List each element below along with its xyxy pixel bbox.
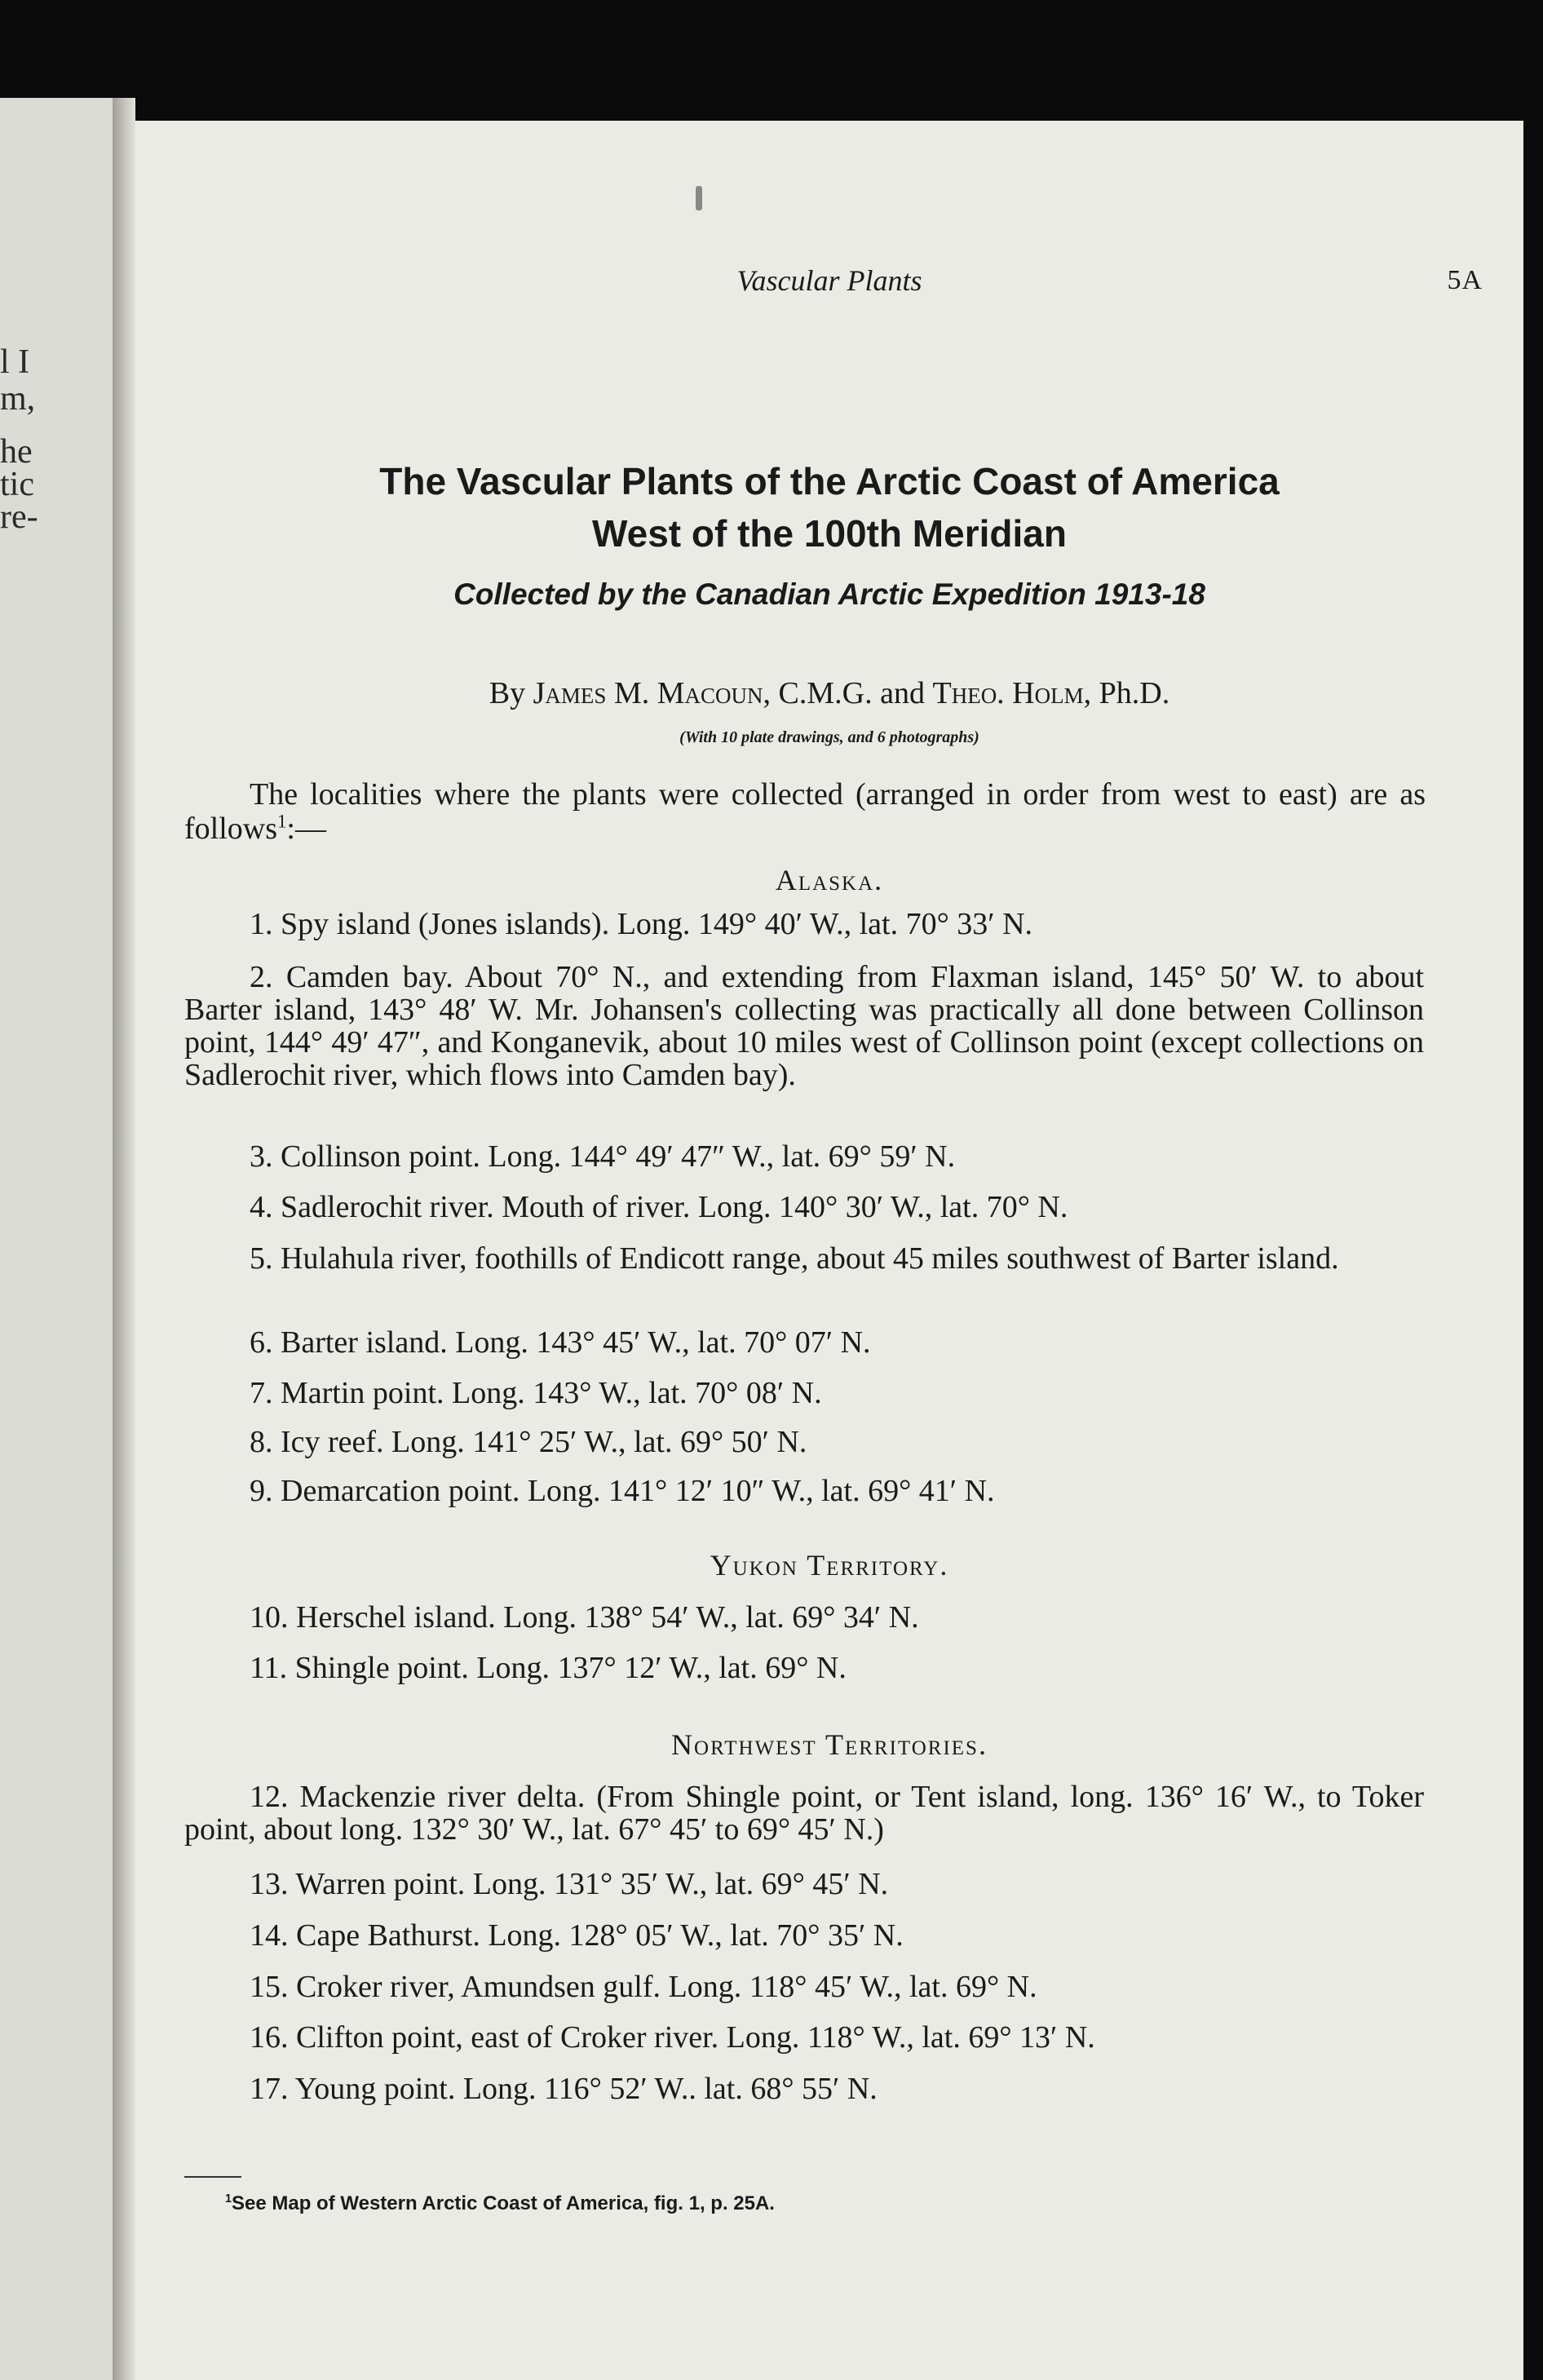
facing-page-fragment: l I	[0, 343, 30, 381]
facing-page-fragment: he	[0, 433, 33, 471]
locality-item: 7. Martin point. Long. 143° W., lat. 70° 08′ N.	[250, 1376, 822, 1410]
running-title: Vascular Plants	[736, 264, 922, 297]
illustration-note: (With 10 plate drawings, and 6 photographs)	[679, 728, 979, 746]
page-number: 5A	[1447, 265, 1483, 295]
locality-item: 4. Sadlerochit river. Mouth of river. Long. 140° 30′ W., lat. 70° N.	[250, 1190, 1068, 1224]
section-heading-northwest: Northwest Territories.	[671, 1728, 988, 1761]
title-line-1: The Vascular Plants of the Arctic Coast of America	[379, 460, 1280, 502]
locality-item: 10. Herschel island. Long. 138° 54′ W., lat. 69° 34′ N.	[250, 1600, 919, 1635]
locality-item: 12. Mackenzie river delta. (From Shingle point, or Tent island, long. 136° 16′ W., to Toker point, about long. 132° 30′ W., lat. 67° 45′ to 69° 45′ N.)	[184, 1780, 1424, 1847]
document-page	[135, 121, 1523, 2380]
locality-item: 17. Young point. Long. 116° 52′ W.. lat. 68° 55′ N.	[250, 2072, 878, 2106]
footnote-text: See Map of Western Arctic Coast of America, fig. 1, p. 25A.	[232, 2192, 775, 2214]
facing-page-fragment: tic	[0, 466, 34, 503]
book-gutter	[113, 98, 135, 2380]
footnote-rule	[184, 2176, 241, 2178]
locality-item: 11. Shingle point. Long. 137° 12′ W., lat. 69° N.	[250, 1651, 847, 1685]
author-2: Theo. Holm	[932, 676, 1084, 710]
locality-item: 16. Clifton point, east of Croker river. Long. 118° W., lat. 69° 13′ N.	[250, 2020, 1095, 2055]
locality-item: 2. Camden bay. About 70° N., and extending from Flaxman island, 145° 50′ W. to about Barter island, 143° 48′ W. Mr. Johansen's collecting was practically all done between Collinson point, 144° 49′ 47″, and Konganevik, about 10 miles west of Collinson point (except collections on Sadlerochit river, which flows into Camden bay).	[184, 960, 1424, 1092]
scan-mark	[696, 186, 702, 210]
locality-item: 6. Barter island. Long. 143° 45′ W., lat. 70° 07′ N.	[250, 1325, 871, 1360]
locality-item: 5. Hulahula river, foothills of Endicott range, about 45 miles southwest of Barter island.	[250, 1241, 1339, 1276]
locality-item: 8. Icy reef. Long. 141° 25′ W., lat. 69° 50′ N.	[250, 1425, 807, 1459]
locality-item: 3. Collinson point. Long. 144° 49′ 47″ W., lat. 69° 59′ N.	[250, 1139, 956, 1174]
locality-item: 14. Cape Bathurst. Long. 128° 05′ W., lat. 70° 35′ N.	[250, 1918, 904, 1953]
author-1-degree: , C.M.G. and	[763, 676, 933, 710]
locality-item: 9. Demarcation point. Long. 141° 12′ 10″ W., lat. 69° 41′ N.	[250, 1474, 995, 1508]
footnote-ref: 1	[277, 811, 287, 832]
facing-page-fragment: re-	[0, 498, 38, 536]
locality-item: 1. Spy island (Jones islands). Long. 149° 40′ W., lat. 70° 33′ N.	[250, 907, 1033, 941]
footnote-marker: 1	[225, 2192, 232, 2205]
author-1: James M. Macoun	[533, 676, 763, 710]
intro-text: The localities where the plants were collected (arranged in order from west to east) are as follows	[184, 777, 1426, 846]
byline	[135, 675, 1523, 711]
facing-page-edge	[0, 98, 113, 2380]
section-heading-yukon: Yukon Territory.	[710, 1549, 949, 1582]
byline-by: By	[489, 676, 526, 710]
section-heading-alaska: Alaska.	[775, 864, 884, 896]
article-title	[135, 455, 1523, 560]
locality-item: 15. Croker river, Amundsen gulf. Long. 118° 45′ W., lat. 69° N.	[250, 1970, 1037, 2004]
intro-paragraph	[184, 777, 1426, 846]
locality-item: 13. Warren point. Long. 131° 35′ W., lat. 69° 45′ N.	[250, 1867, 889, 1901]
title-line-2: West of the 100th Meridian	[592, 512, 1067, 555]
intro-tail: :—	[286, 812, 326, 846]
footnote	[225, 2192, 775, 2215]
article-subtitle: Collected by the Canadian Arctic Expedition 1913-18	[453, 577, 1205, 611]
author-2-degree: , Ph.D.	[1083, 676, 1170, 710]
facing-page-fragment: m,	[0, 380, 36, 418]
